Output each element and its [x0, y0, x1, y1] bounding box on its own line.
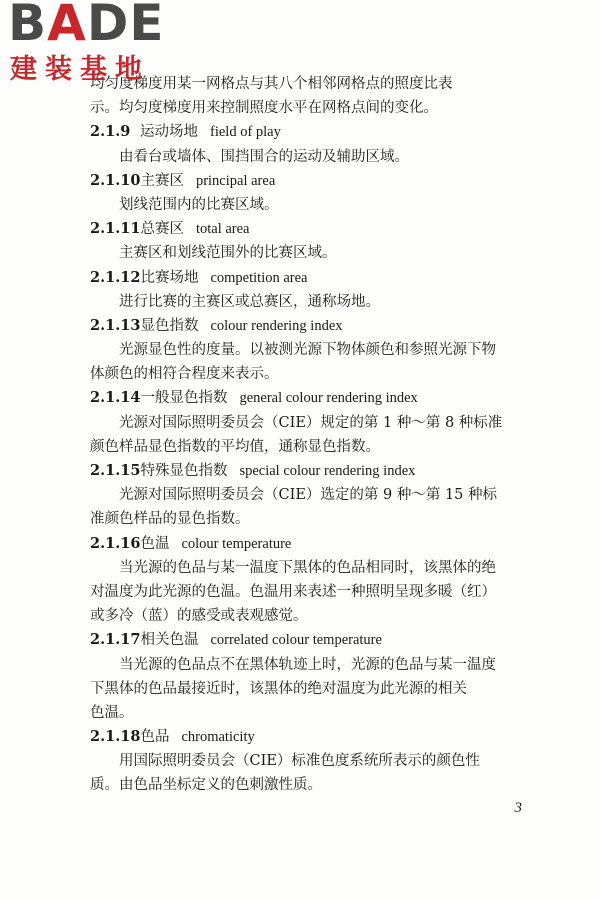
definition-line: 体颜色的相符合程度来表示。 [90, 366, 279, 383]
definition-line: 下黑体的色品最接近时，该黑体的绝对温度为此光源的相关 [90, 680, 467, 697]
definition-line: 或多冷（蓝）的感受或表观感觉。 [90, 608, 308, 625]
term-english: correlated colour temperature [210, 632, 382, 649]
term-chinese: 相关色温 [140, 632, 199, 649]
term-english: field of play [210, 124, 281, 141]
term-heading [90, 459, 550, 483]
term-heading [90, 314, 550, 338]
definition-line: 光源对国际照明委员会（CIE）选定的第 9 种～第 15 种标 [119, 487, 498, 504]
term-english: principal area [195, 172, 276, 189]
definition-line: 质。由色品坐标定义的色刺激性质。 [90, 777, 322, 794]
term-english: colour temperature [181, 535, 292, 552]
term-english: general colour rendering index [239, 390, 418, 407]
term-heading [90, 266, 550, 290]
definition-line: 准颜色样品的显色指数。 [90, 511, 250, 528]
page-number: 3 [514, 800, 522, 816]
document-body [90, 72, 550, 798]
clause-number: 2.1.14 [90, 389, 141, 407]
definition-line: 均匀度梯度用某一网格点与其八个相邻网格点的照度比表 [90, 76, 453, 92]
logo-subtitle: 建装基地 [10, 54, 150, 85]
term-chinese: 色品 [140, 729, 170, 746]
definition-line: 由看台或墙体、围挡围合的运动及辅助区域。 [119, 148, 409, 165]
clause-number: 2.1.9 [90, 123, 131, 141]
term-heading [90, 120, 550, 144]
term-chinese: 显色指数 [140, 317, 199, 334]
term-english: chromaticity [181, 729, 255, 746]
bade-logo [6, 0, 181, 94]
term-chinese: 主赛区 [140, 172, 184, 189]
term-chinese: 运动场地 [140, 124, 198, 141]
term-english: total area [195, 221, 250, 238]
clause-number: 2.1.17 [90, 631, 141, 649]
clause-number: 2.1.11 [90, 220, 141, 238]
definition-line: 主赛区和划线范围外的比赛区域。 [119, 245, 337, 262]
term-chinese: 特殊显色指数 [140, 463, 228, 479]
definition-line: 用国际照明委员会（CIE）标准色度系统所表示的颜色性 [119, 753, 480, 770]
definition-line: 进行比赛的主赛区或总赛区，通称场地。 [119, 293, 380, 310]
term-english: special colour rendering index [239, 463, 416, 479]
term-english: colour rendering index [210, 317, 343, 334]
term-chinese: 色温 [140, 535, 170, 552]
clause-number: 2.1.13 [90, 316, 141, 334]
definition-line: 对温度为此光源的色温。色温用来表述一种照明呈现多暖（红） [90, 583, 496, 600]
definition-line: 色温。 [90, 704, 134, 721]
clause-number: 2.1.12 [90, 268, 141, 286]
logo-letter-b: B [8, 0, 48, 52]
term-heading [90, 217, 550, 241]
clause-number: 2.1.16 [90, 534, 141, 552]
term-heading [90, 628, 550, 652]
term-english: competition area [210, 269, 308, 286]
term-heading [90, 386, 550, 410]
logo-letter-a: A [47, 0, 87, 52]
logo-letters-de: DE [86, 0, 165, 52]
term-heading [90, 725, 550, 749]
clause-number: 2.1.18 [90, 728, 141, 746]
clause-number: 2.1.15 [90, 462, 141, 479]
term-chinese: 一般显色指数 [140, 390, 228, 407]
definition-line: 颜色样品显色指数的平均值，通称显色指数。 [90, 438, 380, 455]
logo-wordmark [8, 0, 165, 52]
term-chinese: 总赛区 [140, 221, 184, 238]
definition-line: 光源显色性的度量。以被测光源下物体颜色和参照光源下物 [119, 342, 496, 359]
definition-line: 划线范围内的比赛区域。 [119, 196, 279, 213]
definition-line: 当光源的色品点不在黑体轨迹上时，光源的色品与某一温度 [119, 656, 496, 673]
definition-line: 示。均匀度梯度用来控制照度水平在网格点间的变化。 [90, 100, 438, 117]
definition-line: 当光源的色品与某一温度下黑体的色品相同时，该黑体的绝 [119, 559, 496, 576]
term-chinese: 比赛场地 [140, 269, 199, 286]
definition-line: 光源对国际照明委员会（CIE）规定的第 1 种～第 8 种标准 [119, 414, 503, 431]
clause-number: 2.1.10 [90, 171, 141, 189]
term-heading [90, 169, 550, 193]
term-heading [90, 532, 550, 556]
